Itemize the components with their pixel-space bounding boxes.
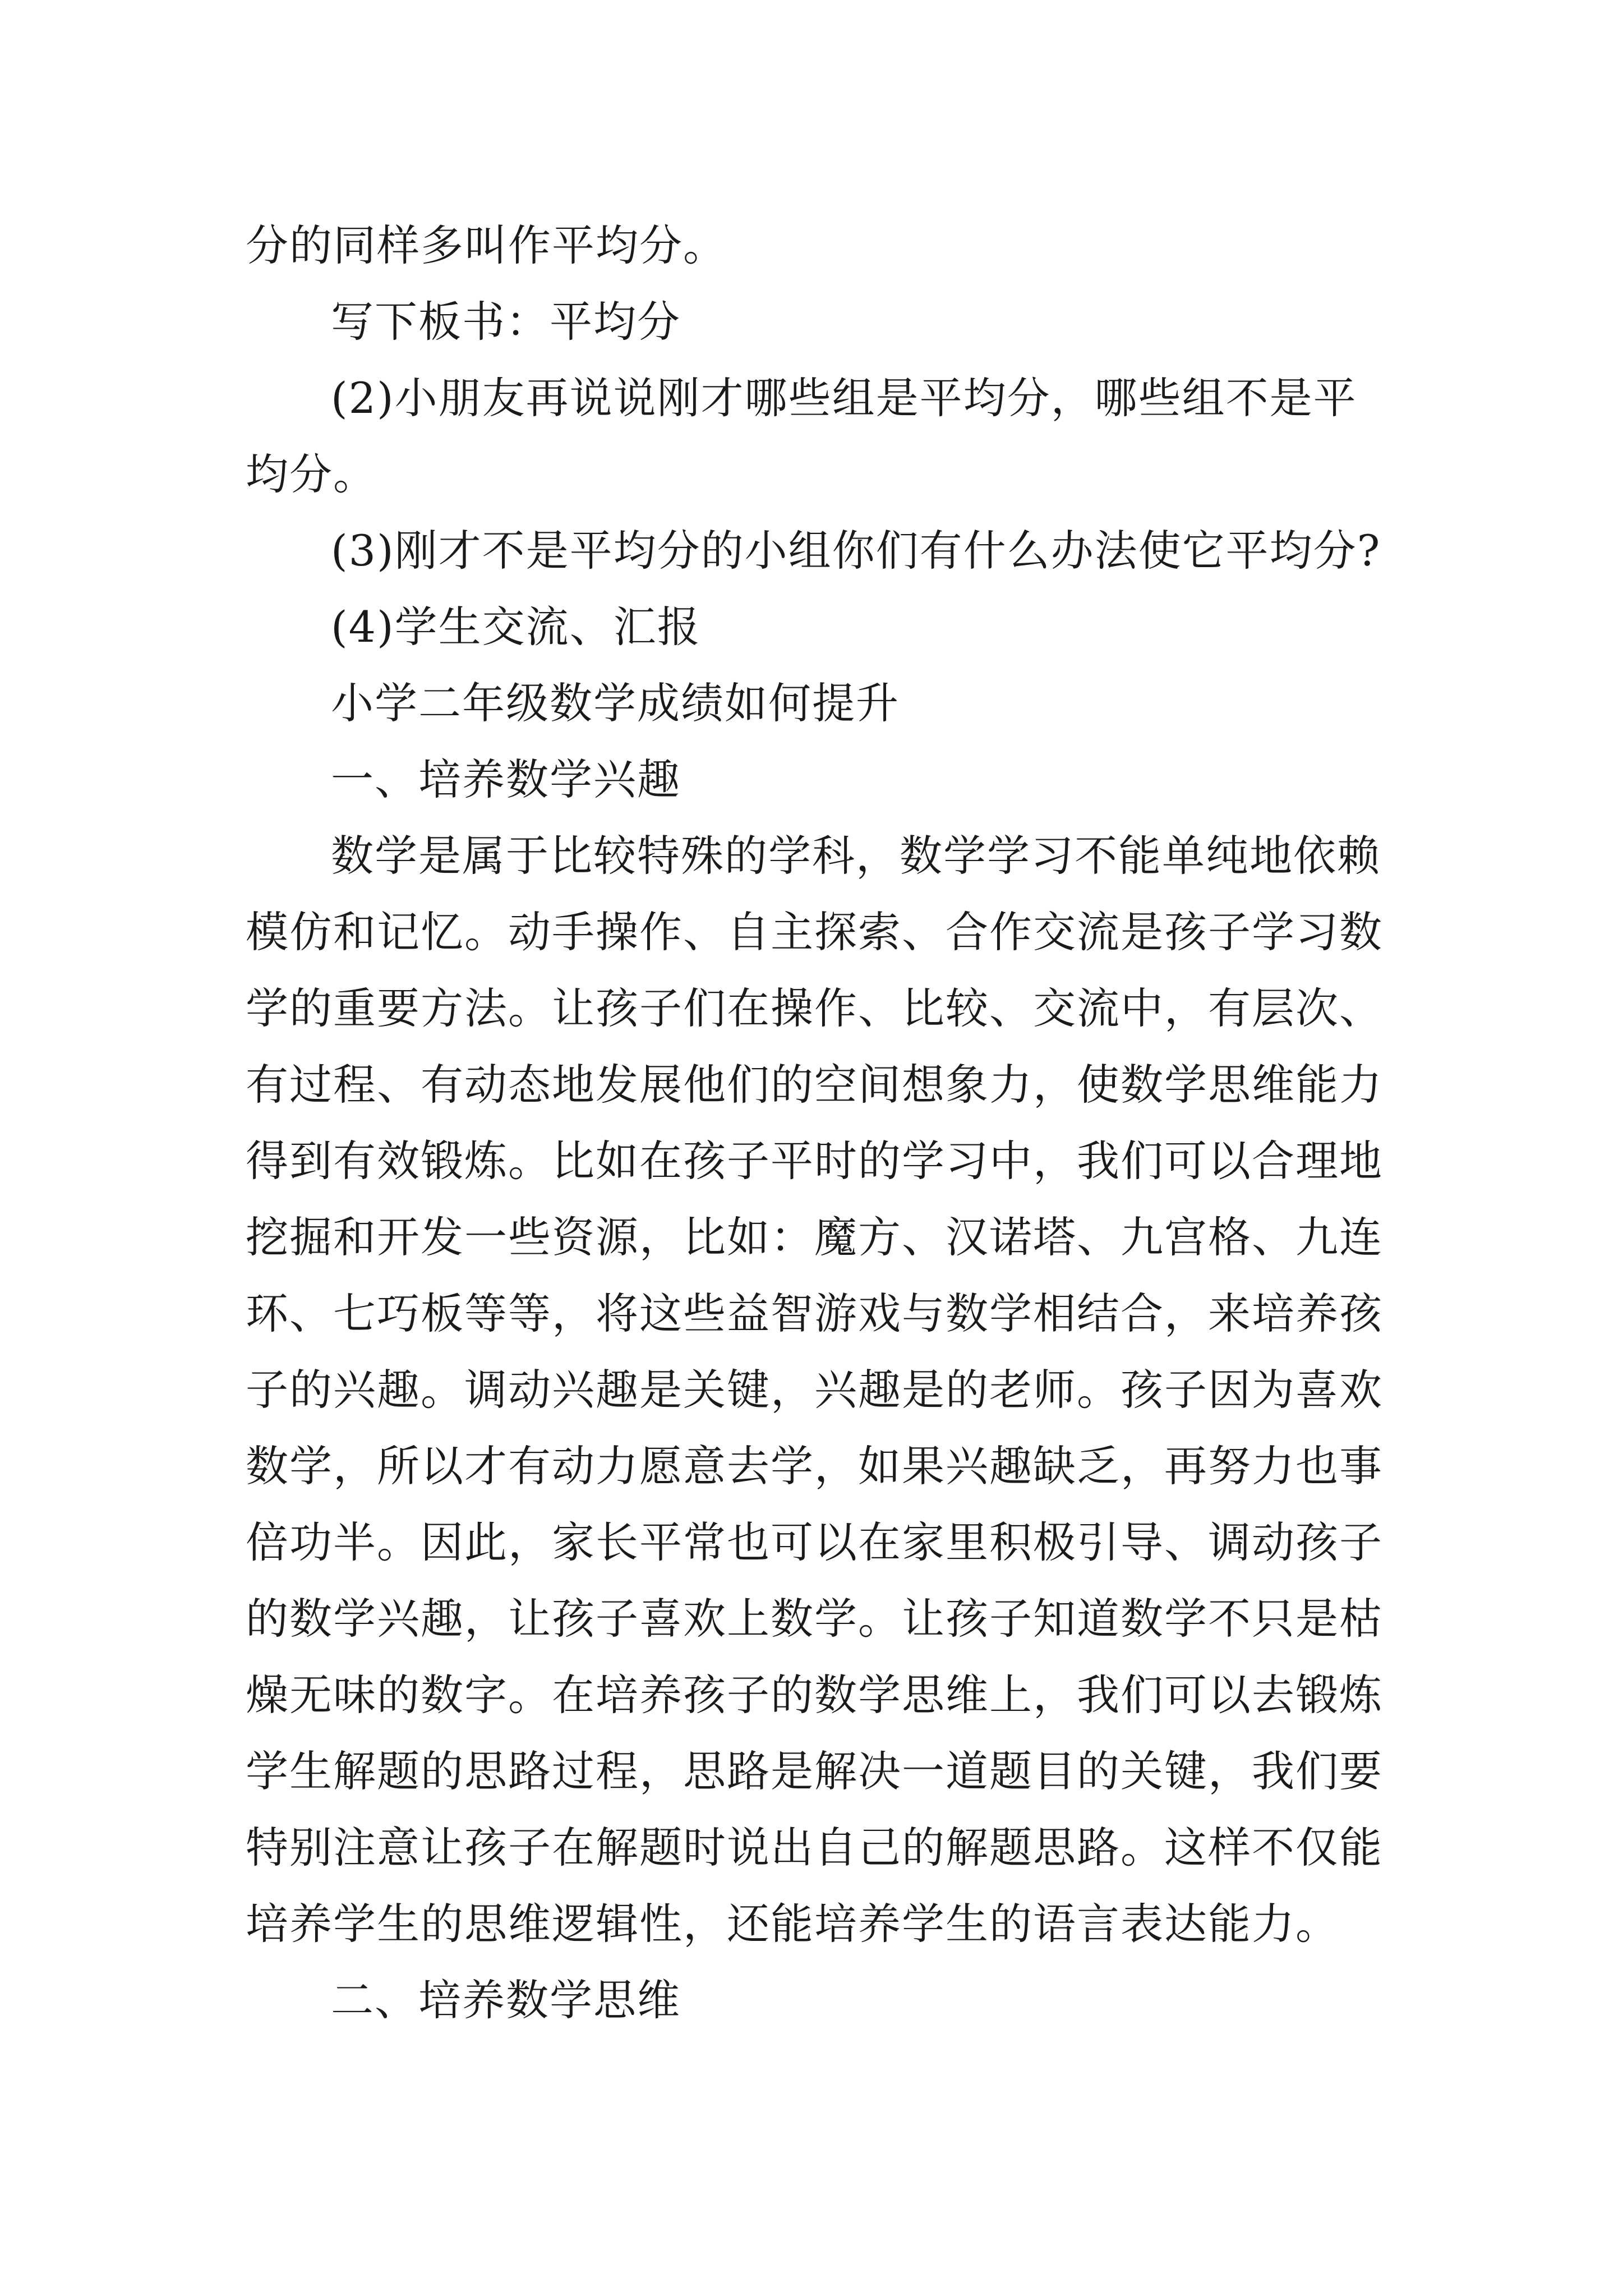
text-line: (4)学生交流、汇报 (331, 602, 701, 652)
text-line: 环、七巧板等等，将这些益智游戏与数学相结合，来培养孩 (246, 1289, 1383, 1338)
text-line: 写下板书：平均分 (331, 297, 681, 347)
text-line: (3)刚才不是平均分的小组你们有什么办法使它平均分? (331, 526, 1381, 576)
text-line: 二、培养数学思维 (331, 1975, 681, 2025)
document-body (246, 208, 1395, 2039)
text-line: 均分。 (246, 449, 377, 499)
text-line: 挖掘和开发一些资源，比如：魔方、汉诺塔、九宫格、九连 (246, 1212, 1383, 1262)
text-line: 得到有效锻炼。比如在孩子平时的学习中，我们可以合理地 (246, 1136, 1383, 1186)
text-line: 培养学生的思维逻辑性，还能培养学生的语言表达能力。 (246, 1899, 1339, 1949)
text-line: 子的兴趣。调动兴趣是关键，兴趣是的老师。孩子因为喜欢 (246, 1365, 1383, 1415)
text-line: 特别注意让孩子在解题时说出自己的解题思路。这样不仅能 (246, 1823, 1383, 1872)
text-line: 分的同样多叫作平均分。 (246, 220, 727, 270)
text-line: 学的重要方法。让孩子们在操作、比较、交流中，有层次、 (246, 983, 1383, 1033)
text-line: 小学二年级数学成绩如何提升 (331, 678, 900, 728)
text-line: 模仿和记忆。动手操作、自主探索、合作交流是孩子学习数 (246, 907, 1383, 957)
text-line: 一、培养数学兴趣 (331, 754, 681, 804)
text-line: 的数学兴趣，让孩子喜欢上数学。让孩子知道数学不只是枯 (246, 1594, 1383, 1644)
text-line: 倍功半。因此，家长平常也可以在家里积极引导、调动孩子 (246, 1517, 1383, 1567)
text-line: (2)小朋友再说说刚才哪些组是平均分，哪些组不是平 (331, 373, 1357, 423)
text-line: 学生解题的思路过程，思路是解决一道题目的关键，我们要 (246, 1746, 1383, 1796)
text-line: 数学是属于比较特殊的学科，数学学习不能单纯地依赖 (331, 831, 1381, 881)
text-line: 数学，所以才有动力愿意去学，如果兴趣缺乏，再努力也事 (246, 1441, 1383, 1491)
text-line: 有过程、有动态地发展他们的空间想象力，使数学思维能力 (246, 1060, 1383, 1110)
text-line: 燥无味的数字。在培养孩子的数学思维上，我们可以去锻炼 (246, 1670, 1383, 1720)
